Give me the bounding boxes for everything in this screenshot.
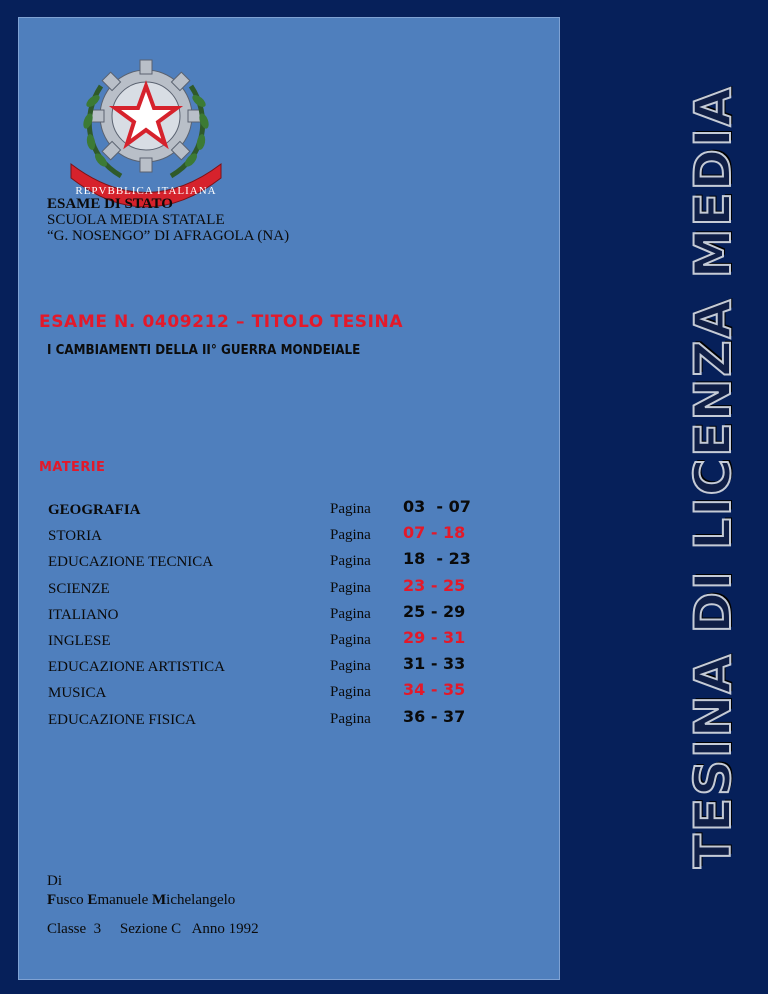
cover-panel (18, 17, 560, 980)
subject-name: MUSICA (48, 685, 107, 702)
subject-name: ITALIANO (48, 606, 119, 623)
svg-text:REPVBBLICA ITALIANA: REPVBBLICA ITALIANA (75, 185, 217, 197)
author-by-label: Di (47, 873, 62, 889)
subject-row (48, 601, 498, 627)
exam-title: ESAME N. 0409212 – TITOLO TESINA (39, 312, 404, 332)
page-range: 25 - 29 (403, 601, 466, 621)
page-label: Pagina (330, 658, 371, 675)
subject-row (48, 548, 498, 574)
subject-name: EDUCAZIONE FISICA (48, 711, 196, 728)
author-initial: F (47, 892, 57, 908)
subjects-table (48, 496, 498, 732)
exam-state-label: ESAME DI STATO (47, 196, 173, 212)
page-range: 29 - 31 (403, 627, 466, 647)
page-range: 07 - 18 (403, 523, 466, 543)
subject-row (48, 627, 498, 653)
sidebar-title: TESINA DI LICENZA MEDIA (684, 85, 742, 869)
subject-row (48, 706, 498, 732)
page-range: 36 - 37 (403, 706, 466, 726)
school-header (47, 196, 289, 244)
page-label: Pagina (330, 527, 371, 544)
page-range: 34 - 35 (403, 680, 466, 700)
subject-row (48, 679, 498, 705)
page-label: Pagina (330, 579, 371, 596)
subject-name: EDUCAZIONE ARTISTICA (48, 659, 226, 676)
page-label: Pagina (330, 605, 371, 622)
subject-name: EDUCAZIONE TECNICA (48, 554, 214, 571)
author-name-part: ichelangelo (166, 892, 236, 908)
author-initial: E (87, 892, 98, 908)
page-label: Pagina (330, 501, 371, 517)
thesis-subtitle: I CAMBIAMENTI DELLA II° GUERRA MONDEIALE (47, 343, 361, 358)
subject-name: GEOGRAFIA (48, 502, 141, 518)
subject-row (48, 653, 498, 679)
page-label: Pagina (330, 684, 371, 701)
page-range: 31 - 33 (403, 654, 466, 674)
subject-row (48, 575, 498, 601)
class-info: Classe 3 Sezione C Anno 1992 (47, 921, 259, 937)
school-type-label: SCUOLA MEDIA STATALE (47, 212, 225, 228)
page-range: 03 - 07 (403, 497, 471, 516)
subject-name: INGLESE (48, 632, 111, 649)
subject-name: STORIA (48, 528, 102, 545)
subject-row (48, 522, 498, 548)
author-initial: M (152, 892, 167, 908)
subject-row (48, 496, 498, 522)
page-label: Pagina (330, 553, 371, 570)
italian-republic-emblem-icon (61, 46, 231, 216)
page-range: 23 - 25 (403, 575, 466, 595)
subjects-heading: MATERIE (39, 460, 106, 475)
subject-name: SCIENZE (48, 580, 110, 597)
author-name-part: manuele (97, 892, 152, 908)
author-block (47, 872, 259, 939)
page-label: Pagina (330, 710, 371, 727)
school-name-label: “G. NOSENGO” DI AFRAGOLA (NA) (47, 228, 290, 244)
page-label: Pagina (330, 631, 371, 648)
author-name (47, 891, 259, 910)
page-range: 18 - 23 (403, 549, 471, 569)
author-name-part: usco (56, 892, 88, 908)
